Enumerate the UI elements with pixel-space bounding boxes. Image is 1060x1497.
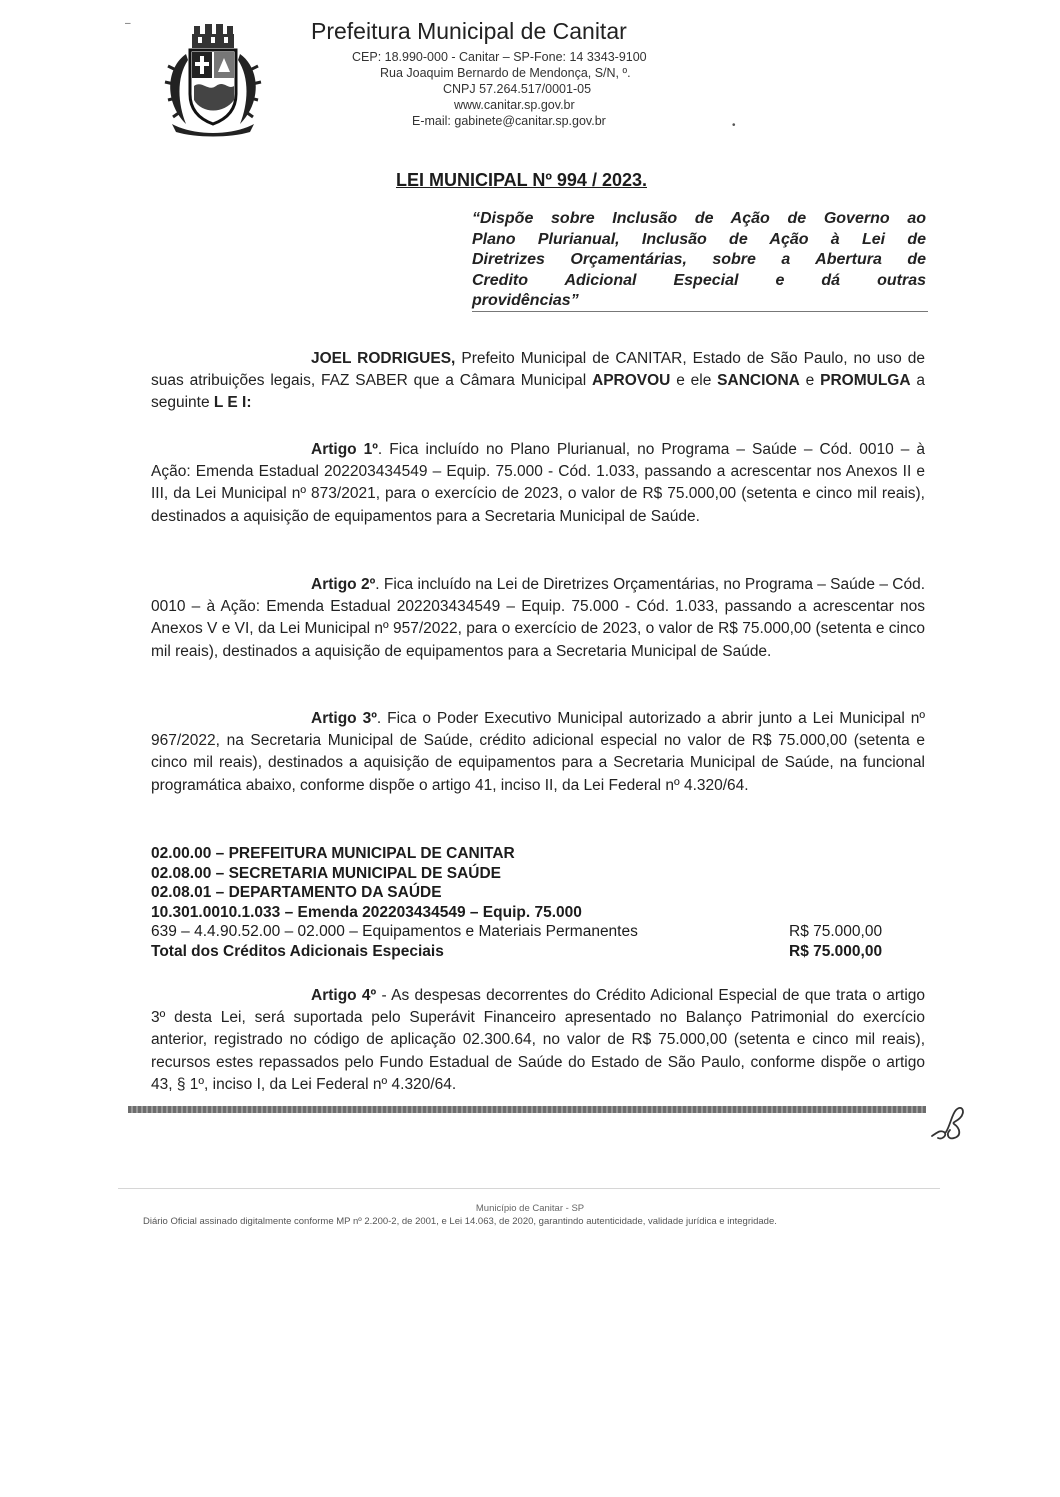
budget-item-row bbox=[151, 922, 911, 942]
article-2 bbox=[151, 574, 925, 663]
budget-allocation bbox=[151, 844, 911, 961]
article-3 bbox=[151, 708, 925, 797]
article-label: Artigo 3º bbox=[311, 710, 377, 727]
preamble-text: e ele bbox=[670, 372, 718, 390]
budget-line: 02.00.00 – PREFEITURA MUNICIPAL DE CANITAR bbox=[151, 845, 515, 862]
article-4 bbox=[151, 985, 925, 1096]
address-cnpj: CNPJ 57.264.517/0001-05 bbox=[443, 82, 592, 96]
budget-total-amount: R$ 75.000,00 bbox=[789, 942, 883, 960]
footer-municipality: Município de Canitar - SP bbox=[475, 1203, 585, 1214]
preamble-text: a seguinte bbox=[151, 372, 925, 412]
page-divider bbox=[128, 1106, 926, 1113]
ementa-line: providências” bbox=[472, 292, 579, 309]
article-text: . Fica o Poder Executivo Municipal autorizado a abrir junto a Lei Municipal nº 967/2022, na Secretaria Municipal de Saúde, crédito adicional especial no valor de R$ 75.000,00 (setenta e cinco mil reais), destinados a aquisição de equipamentos para a Secretaria Municipal de Saúde, na funcional programática abaixo, conforme dispõe o artigo 41, inciso II, da Lei Federal nº 4.320/64. bbox=[151, 710, 925, 794]
budget-total-label: Total dos Créditos Adicionais Especiais bbox=[151, 942, 444, 960]
article-label: Artigo 1º bbox=[311, 441, 378, 458]
scan-speck: • bbox=[732, 120, 736, 131]
org-name: Prefeitura Municipal de Canitar bbox=[311, 18, 627, 44]
ementa bbox=[472, 209, 926, 312]
budget-item-amount: R$ 75.000,00 bbox=[789, 923, 883, 940]
municipal-coat-of-arms bbox=[158, 20, 268, 138]
scan-speck: – bbox=[125, 18, 131, 29]
budget-line: 10.301.0010.1.033 – Emenda 202203434549 – Equip. 75.000 bbox=[151, 903, 582, 921]
preamble-bold: APROVOU bbox=[592, 372, 671, 390]
ementa-line: “Dispõe sobre Inclusão de Ação de Governo ao bbox=[472, 210, 926, 227]
budget-line: 02.08.00 – SECRETARIA MUNICIPAL DE SAÚDE bbox=[151, 864, 501, 882]
preamble-text: Prefeito Municipal de CANITAR, Estado de São Paulo, no uso de suas atribuições legais, FAZ SABER que a Câmara Municipal bbox=[151, 350, 925, 390]
preamble-bold: PROMULGA bbox=[820, 372, 911, 390]
ementa-line: Diretrizes Orçamentárias, sobre a Abertura de bbox=[472, 251, 926, 268]
address-cep-phone: CEP: 18.990-000 - Canitar – SP-Fone: 14 3343-9100 bbox=[352, 50, 647, 64]
handwritten-initials bbox=[926, 1102, 970, 1146]
ementa-line: Credito Adicional Especial e dá outras bbox=[472, 271, 926, 289]
preamble-paragraph bbox=[151, 348, 925, 415]
budget-total-row bbox=[151, 942, 911, 962]
email-address[interactable]: E-mail: gabinete@canitar.sp.gov.br bbox=[412, 114, 606, 128]
article-label: Artigo 4º bbox=[311, 987, 377, 1004]
mayor-name: JOEL RODRIGUES, bbox=[311, 350, 456, 367]
preamble-bold: SANCIONA bbox=[717, 372, 800, 390]
footer-disclaimer: Diário Oficial assinado digitalmente conforme MP nº 2.200-2, de 2001, e Lei 14.063, de 2020, garantindo autenticidade, validade jurídica e integridade. bbox=[143, 1216, 777, 1227]
budget-line: 02.08.01 – DEPARTAMENTO DA SAÚDE bbox=[151, 884, 442, 901]
address-street: Rua Joaquim Bernardo de Mendonça, S/N, º. bbox=[380, 66, 631, 80]
preamble-bold: L E I: bbox=[213, 394, 252, 412]
footer-divider bbox=[118, 1188, 940, 1189]
article-text: - As despesas decorrentes do Crédito Adicional Especial de que trata o artigo 3º desta Lei, será suportada pelo Superávit Financeiro apresentado no Balanço Patrimonial do exercício anterior, registrado no código de aplicação 02.300.64, no valor de R$ 75.000,00 (setenta e cinco mil reais), recursos estes repassados pelo Fundo Estadual de Saúde do Estado de São Paulo, conforme dispõe o artigo 43, § 1º, inciso I, da Lei Federal nº 4.320/64. bbox=[151, 987, 926, 1093]
website-link[interactable]: www.canitar.sp.gov.br bbox=[454, 98, 575, 112]
article-text: . Fica incluído no Plano Plurianual, no Programa – Saúde – Cód. 0010 – à Ação: Emenda Estadual 202203434549 – Equip. 75.000 - Cód. 1.033, passando a acrescentar nos Anexos II e III, da Lei Municipal nº 873/2021, para o exercício de 2023, o valor de R$ 75.000,00 (setenta e cinco mil reais), destinados a aquisição de equipamentos para a Secretaria Municipal de Saúde. bbox=[151, 441, 925, 525]
article-1 bbox=[151, 439, 925, 528]
law-title: LEI MUNICIPAL Nº 994 / 2023. bbox=[396, 170, 647, 190]
article-label: Artigo 2º bbox=[311, 576, 376, 593]
ementa-line: Plano Plurianual, Inclusão de Ação à Lei de bbox=[472, 230, 926, 248]
budget-item-label: 639 – 4.4.90.52.00 – 02.000 – Equipamentos e Materiais Permanentes bbox=[151, 923, 638, 940]
article-text: . Fica incluído na Lei de Diretrizes Orçamentárias, no Programa – Saúde – Cód. 0010 – à Ação: Emenda Estadual 202203434549 – Equip. 75.000 - Cód. 1.033, passando a acrescentar nos Anexos V e VI, da Lei Municipal nº 957/2022, para o exercício de 2023, o valor de R$ 75.000,00 (setenta e cinco mil reais), destinados a aquisição de equipamentos para a Secretaria Municipal de Saúde. bbox=[151, 576, 925, 660]
preamble-text: e bbox=[799, 372, 821, 390]
ementa-underline bbox=[472, 311, 928, 312]
